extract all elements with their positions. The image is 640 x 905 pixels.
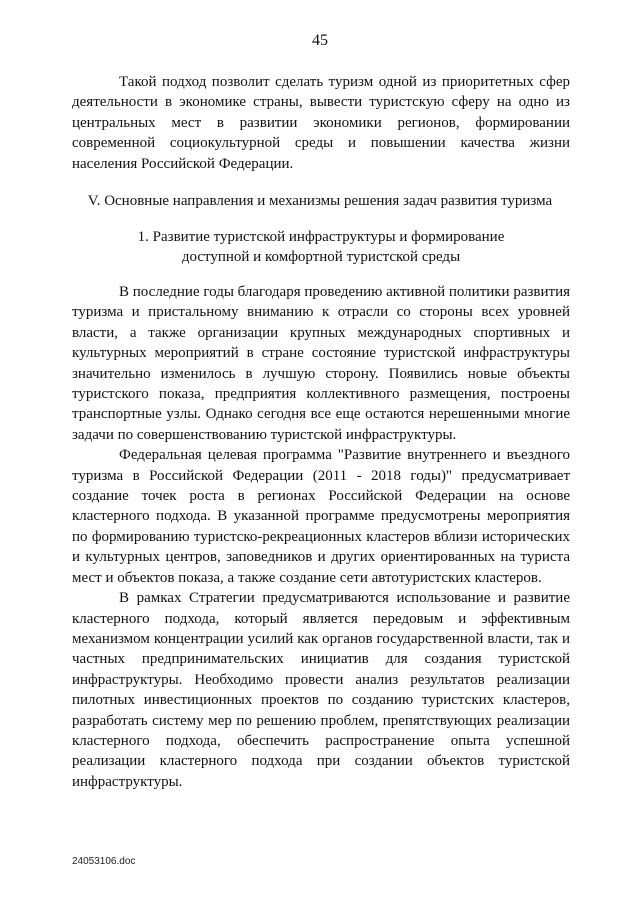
intro-block [72,72,570,174]
page-number: 45 [312,32,328,49]
body-text [72,282,570,792]
section-title: V. Основные направления и механизмы решения задач развития туризма [87,193,553,209]
subsection-title-line-1: 1. Развитие туристской инфраструктуры и формирование [137,229,505,245]
paragraph: Федеральная целевая программа "Развитие внутреннего и въездного туризма в Российской Федерации (2011 - 2018 годы)" предусматривает создание точек роста в регионах Российской Федерации на основе кластерного подхода. В указанной программе предусмотрены мероприятия по формированию туристско-рекреационных кластеров вблизи исторических и культурных центров, заповедников и других ориентированных на туриста мест и объектов показа, а также создание сети автотуристских кластеров. [72,447,570,586]
subsection-title [72,227,570,267]
paragraph: В последние годы благодаря проведению активной политики развития туризма и пристальному вниманию к отрасли со стороны всех уровней власти, а также организации крупных международных спортивных и культурных мероприятий в стране состояние туристской инфраструктуры значительно изменилось в лучшую сторону. Появились новые объекты туристского показа, предприятия коллективного размещения, построены транспортные узлы. Однако сегодня все еще остаются нерешенными многие задачи по совершенствованию туристской инфраструктуры. [72,284,571,443]
intro-paragraph: Такой подход позволит сделать туризм одной из приоритетных сфер деятельности в экономике страны, вывести туристскую сферу на одно из центральных мест в развитии экономики регионов, формировании современной социокультурной среды и повышении качества жизни населения Российской Федерации. [72,74,570,172]
subsection-title-line-2: доступной и комфортной туристской среды [181,249,461,265]
paragraph: В рамках Стратегии предусматриваются использование и развитие кластерного подхода, который является передовым и эффективным механизмом концентрации усилий как органов государственной власти, так и частных предпринимательских инициатив для создания туристской инфраструктуры. Необходимо провести анализ результатов реализации пилотных инвестиционных проектов по созданию туристских кластеров, разработать систему мер по решению проблем, препятствующих реализации кластерного подхода, обеспечить распространение опыта успешной реализации кластерного подхода при создании объектов туристской инфраструктуры. [72,590,570,790]
footer-doc-id: 24053106.doc [72,856,136,867]
